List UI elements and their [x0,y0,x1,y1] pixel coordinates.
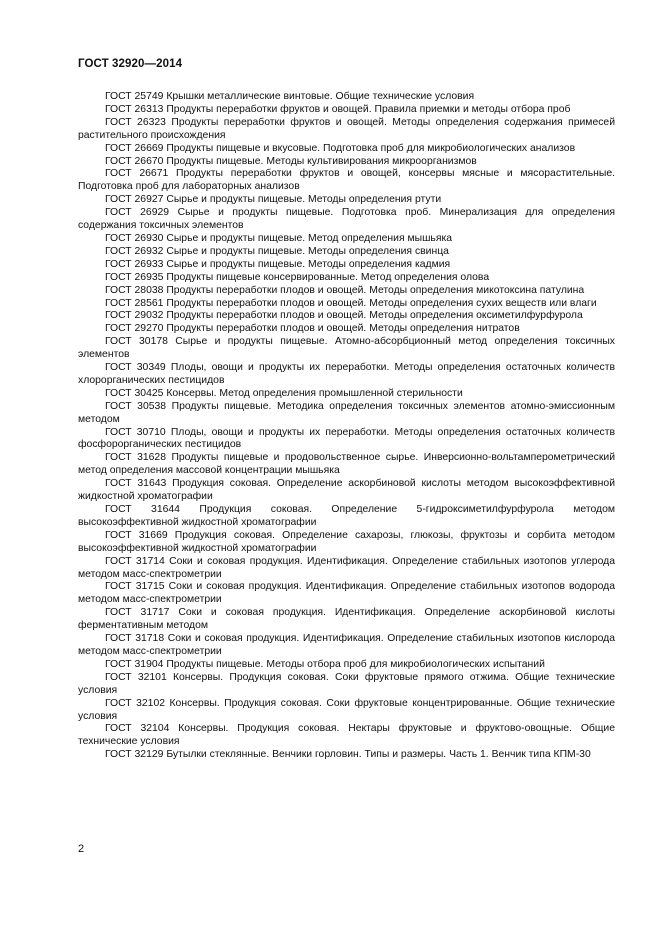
reference-title: Консервы. Метод определения промышленной стерильности [166,387,463,399]
reference-title: Продукты переработки плодов и овощей. Методы определения сухих веществ или влаги [166,297,597,309]
reference-title: Соки и соковая продукция. Идентификация. Определение аскорбиновой кислоты ферментативным методом [78,607,615,632]
reference-entry [78,581,615,607]
reference-entry [78,323,615,336]
reference-code: ГОСТ 31669 [105,529,168,541]
reference-code: ГОСТ 26669 [105,142,164,154]
reference-entry [78,427,615,453]
reference-entry [78,207,615,233]
reference-entry [78,478,615,504]
reference-entry [78,285,615,298]
reference-code: ГОСТ 30178 [105,336,168,348]
reference-title: Плоды, овощи и продукты их переработки. Методы определения остаточных количеств фосфорорганических пестицидов [78,426,615,451]
reference-title: Продукция соковая. Определение аскорбиновой кислоты методом высокоэффективной жидкостной хроматографии [78,478,615,503]
reference-entry [78,452,615,478]
reference-code: ГОСТ 26671 [105,168,169,180]
reference-title: Продукты пищевые и продовольственное сырье. Инверсионно-вольтамперометрический метод определения массовой концентрации мышьяка [78,452,616,477]
reference-title: Бутылки стеклянные. Венчики горловин. Типы и размеры. Часть 1. Венчик типа КПМ-30 [166,749,591,761]
reference-title: Продукты переработки фруктов и овощей, консервы мясные и мясорастительные. Подготовка проб для лабораторных анализов [78,168,616,193]
reference-entry [78,259,615,272]
reference-entry [78,388,615,401]
reference-title: Сырье и продукты пищевые. Подготовка проб. Минерализация для определения содержания токсичных элементов [78,207,615,232]
reference-title: Продукты переработки фруктов и овощей. Методы определения содержания примесей растительного происхождения [78,116,616,141]
reference-entry [78,607,615,633]
reference-code: ГОСТ 28038 [105,284,164,296]
reference-title: Продукты пищевые. Методы культивирования микроорганизмов [166,155,477,167]
reference-entry [78,91,615,104]
reference-code: ГОСТ 32129 [105,749,164,761]
reference-entry [78,104,615,117]
reference-code: ГОСТ 31644 [105,504,180,515]
reference-code: ГОСТ 26929 [105,207,170,219]
reference-code: ГОСТ 26930 [105,232,164,244]
reference-entry [78,659,615,672]
reference-code: ГОСТ 29270 [105,323,164,335]
document-header: ГОСТ 32920—2014 [78,58,183,70]
reference-code: ГОСТ 31714 [105,555,165,567]
reference-code: ГОСТ 31718 [105,633,165,645]
reference-title: Сырье и продукты пищевые. Методы определения ртути [166,194,442,206]
reference-entry [78,168,615,194]
reference-entry [78,504,615,530]
reference-entry [78,362,615,388]
reference-code: ГОСТ 31628 [105,452,166,464]
reference-title: Продукты пищевые консервированные. Метод определения олова [166,271,490,283]
reference-entry [78,272,615,285]
reference-entry [78,556,615,582]
reference-code: ГОСТ 25749 [105,91,164,102]
reference-title: Соки и соковая продукция. Идентификация. Определение стабильных изотопов кислорода методом масс-спектрометрии [78,633,615,657]
reference-code: ГОСТ 30538 [105,400,167,412]
reference-code: ГОСТ 31643 [105,478,167,490]
reference-entry [78,749,615,762]
reference-title: Продукция соковая. Определение сахарозы, глюкозы, фруктозы и сорбита методом высокоэффективной жидкостной хроматографии [78,529,615,554]
reference-code: ГОСТ 30710 [105,426,166,438]
reference-title: Крышки металлические винтовые. Общие технические условия [166,91,475,102]
page-number: 2 [78,843,85,855]
reference-entry [78,698,615,724]
reference-entry [78,723,615,749]
reference-entry [78,156,615,169]
reference-code: ГОСТ 32102 [105,697,166,709]
reference-code: ГОСТ 28561 [105,297,164,309]
reference-title: Сырье и продукты пищевые. Методы определения свинца [166,245,449,257]
reference-entry [78,233,615,246]
reference-title: Соки и соковая продукция. Идентификация. Определение стабильных изотопов водорода методом масс-спектрометрии [78,581,615,606]
reference-code: ГОСТ 31904 [105,658,164,670]
reference-title: Продукты переработки фруктов и овощей. Правила приемки и методы отбора проб [166,103,571,115]
reference-code: ГОСТ 30349 [105,362,166,374]
reference-entry [78,672,615,698]
reference-code: ГОСТ 26933 [105,258,164,270]
reference-entry [78,530,615,556]
reference-title: Продукты пищевые. Методика определения токсичных элементов атомно-эмиссионным методом [78,400,615,425]
reference-entry [78,246,615,259]
reference-code: ГОСТ 31715 [105,581,165,593]
reference-code: ГОСТ 26323 [105,116,166,128]
reference-code: ГОСТ 26932 [105,245,164,257]
reference-entry [78,633,615,659]
reference-entry [78,117,615,143]
reference-title: Плоды, овощи и продукты их переработки. Методы определения остаточных количеств хлорорганических пестицидов [78,362,615,386]
reference-code: ГОСТ 26927 [105,194,164,206]
reference-code: ГОСТ 32101 [105,671,167,683]
reference-entry [78,143,615,156]
reference-code: ГОСТ 32104 [105,723,170,735]
reference-code: ГОСТ 26670 [105,155,164,167]
reference-title: Сырье и продукты пищевые. Методы определения кадмия [166,258,451,270]
reference-title: Продукты пищевые и вкусовые. Подготовка проб для микробиологических анализов [166,142,576,154]
reference-title: Сырье и продукты пищевые. Атомно-абсорбционный метод определения токсичных элементов [78,336,615,361]
reference-code: ГОСТ 26935 [105,271,164,283]
reference-entry [78,310,615,323]
reference-title: Продукты переработки плодов и овощей. Методы определения оксиметилфурфурола [166,310,583,322]
reference-title: Продукты переработки плодов и овощей. Методы определения нитратов [166,323,520,335]
reference-title: Консервы. Продукция соковая. Соки фруктовые концентрированные. Общие технические условия [78,697,615,722]
reference-entry [78,401,615,427]
reference-title: Продукты пищевые. Методы отбора проб для микробиологических испытаний [166,658,545,670]
reference-title: Сырье и продукты пищевые. Метод определения мышьяка [166,232,453,244]
reference-entry [78,336,615,362]
reference-code: ГОСТ 31717 [105,607,170,619]
reference-title: Консервы. Продукция соковая. Соки фруктовые прямого отжима. Общие технические условия [78,671,615,696]
reference-title: Продукция соковая. Определение 5-гидроксиметилфурфурола методом высокоэффективной жидкостной хроматографии [78,504,615,528]
reference-code: ГОСТ 26313 [105,103,164,115]
normative-references-list [78,91,615,762]
reference-title: Продукты переработки плодов и овощей. Методы определения микотоксина патулина [166,284,585,296]
reference-title: Консервы. Продукция соковая. Нектары фруктовые и фруктово-овощные. Общие технические условия [78,723,615,748]
reference-entry [78,194,615,207]
reference-code: ГОСТ 30425 [105,387,164,399]
reference-code: ГОСТ 29032 [105,310,164,322]
reference-title: Соки и соковая продукция. Идентификация. Определение стабильных изотопов углерода методом масс-спектрометрии [78,555,615,580]
reference-entry [78,298,615,311]
